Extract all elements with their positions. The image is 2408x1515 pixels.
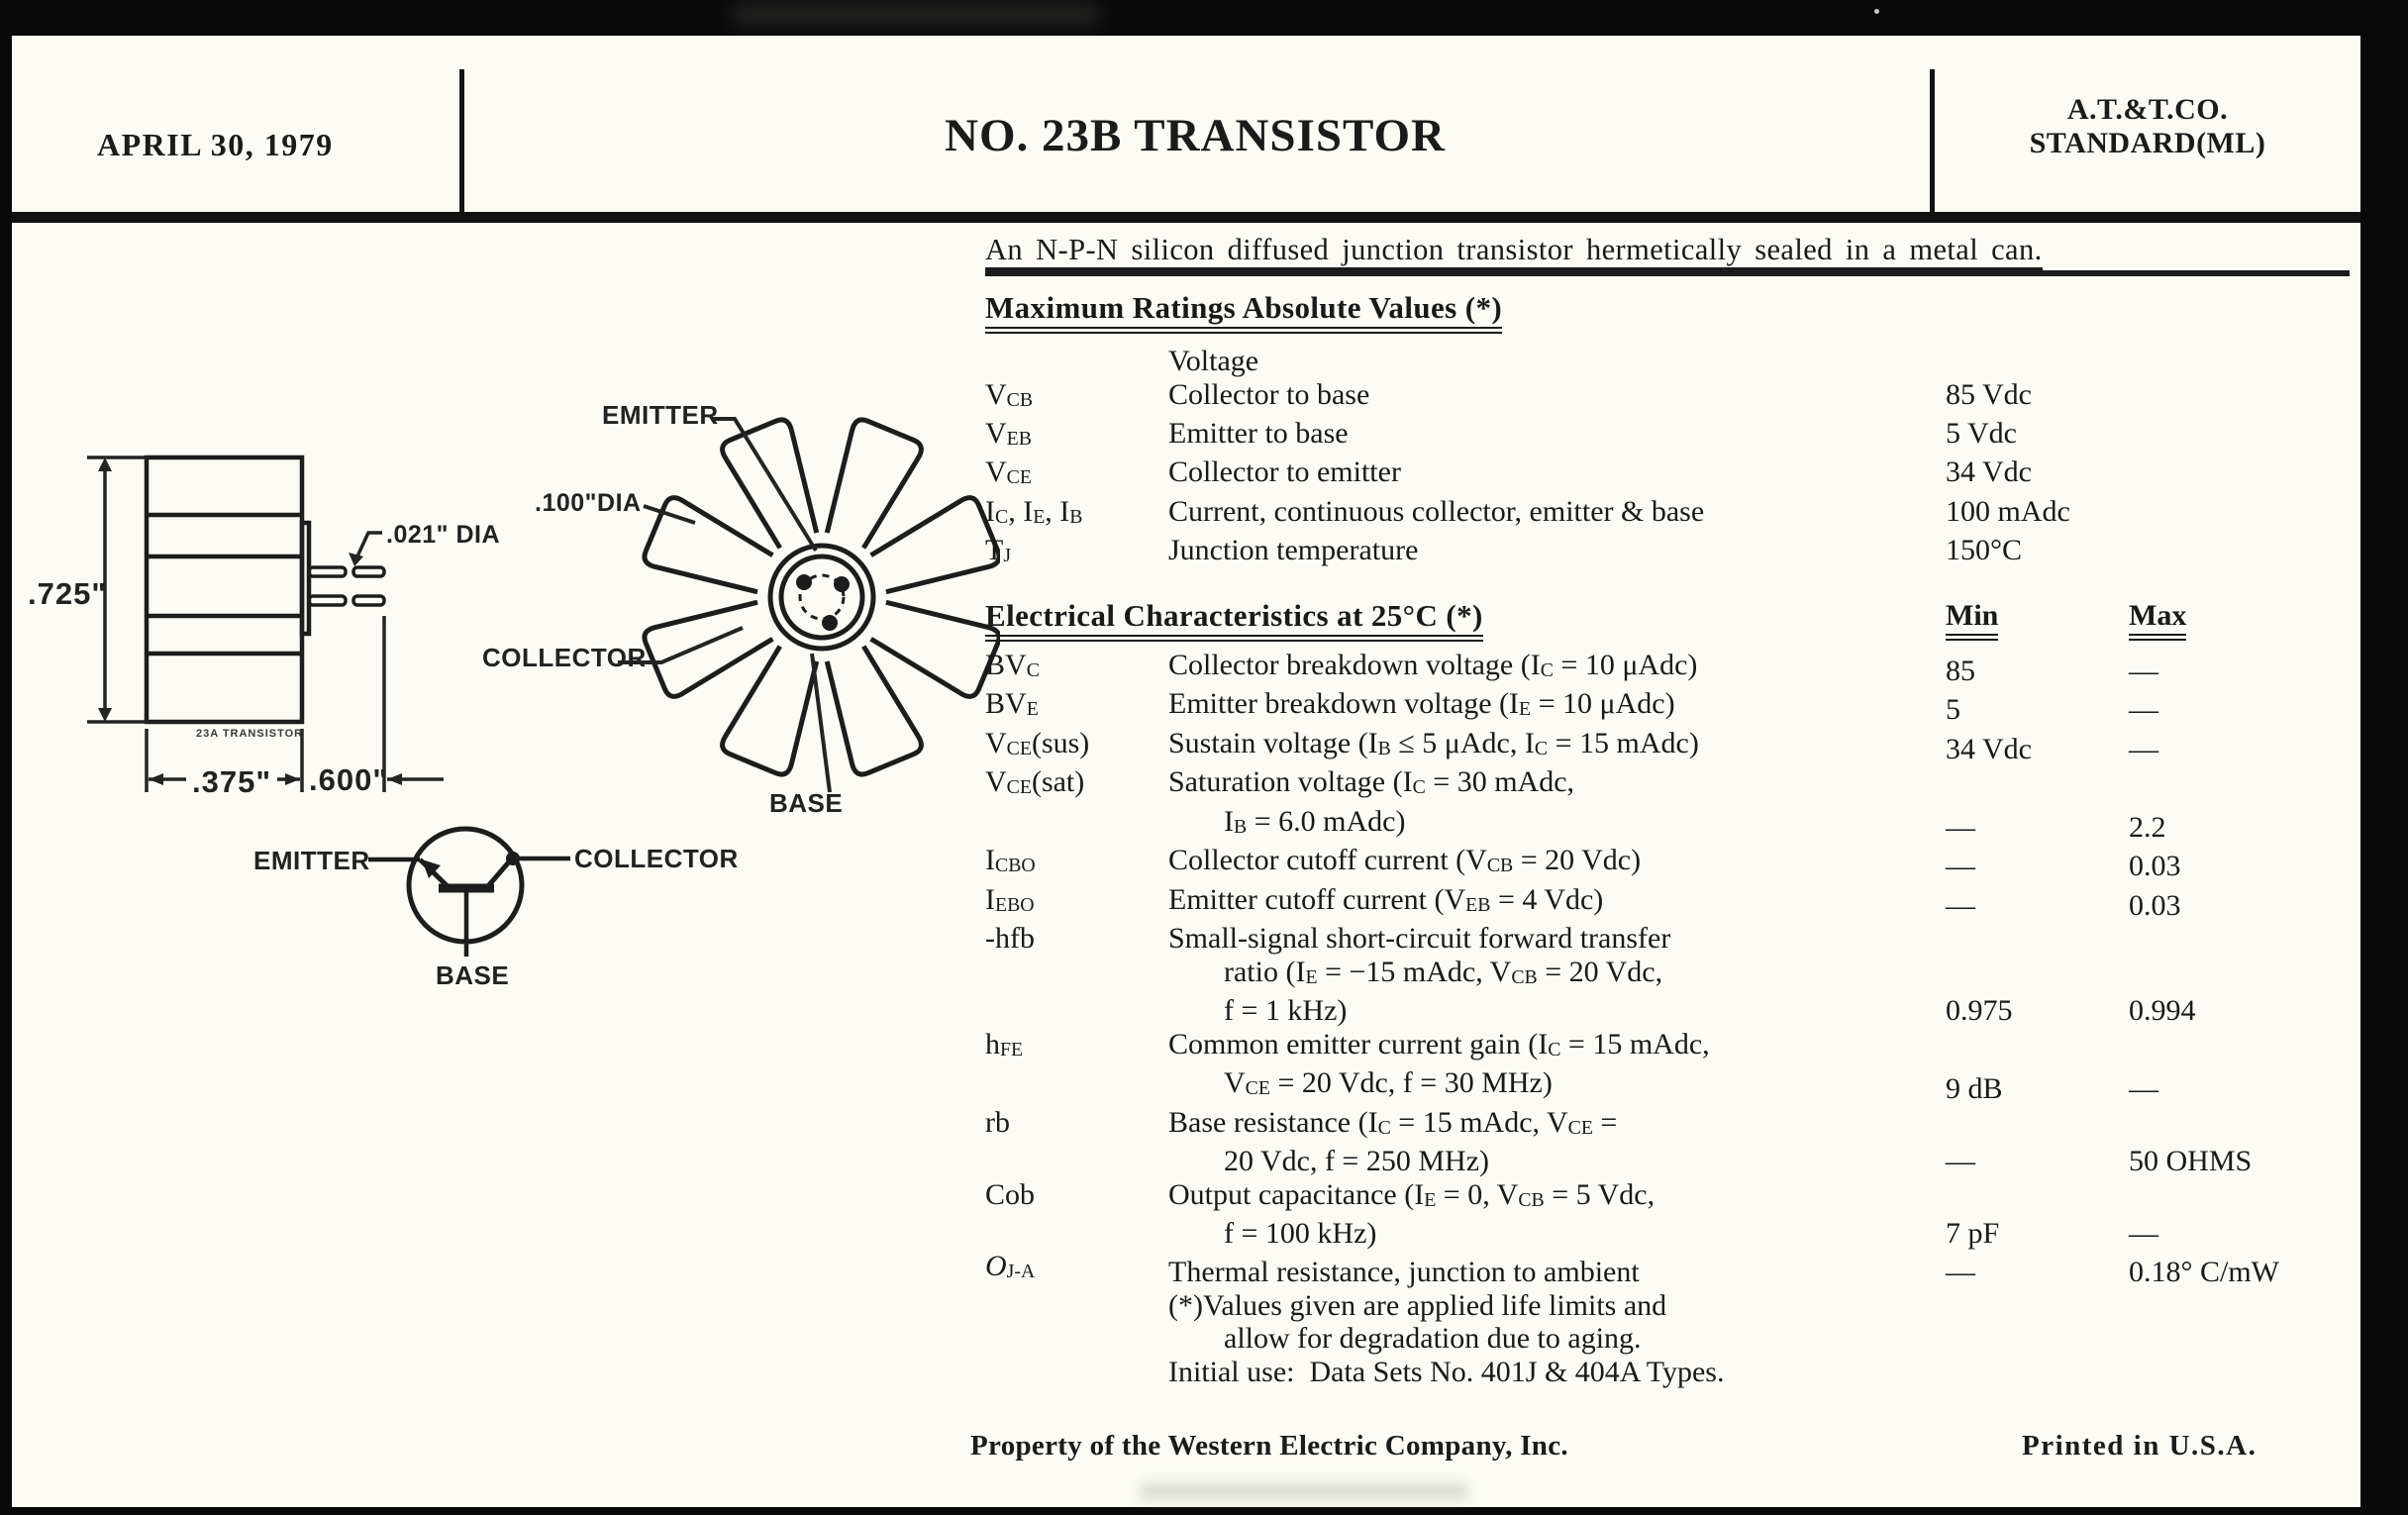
param-desc: $I_B = 6.0$ mAdc) <box>1224 804 1406 838</box>
table-row <box>985 649 2350 687</box>
scan-noise-dot <box>1874 9 1879 14</box>
param-desc: Small-signal short-circuit forward transfer <box>1168 922 1671 956</box>
rating-desc: Junction temperature <box>1168 534 1419 567</box>
datasheet-page <box>12 36 2360 1507</box>
electrical-heading: Electrical Characteristics at 25°C (*) <box>985 599 1946 642</box>
param-symbol: $BV_E$ <box>985 687 1039 721</box>
top-view-emitter-label: EMITTER <box>602 400 719 430</box>
param-min: 5 <box>1946 693 1960 727</box>
min-column-header: Min <box>1946 599 2129 642</box>
table-row <box>985 765 2350 844</box>
footnote-text: (*)Values given are applied life limits and <box>1168 1288 1667 1322</box>
symbol-emitter-label: EMITTER <box>253 846 370 875</box>
param-min: — <box>1946 888 1975 922</box>
electrical-table <box>985 649 2350 1389</box>
param-desc: Common emitter current gain ($I_C = 15$ mAdc, <box>1168 1027 1710 1060</box>
param-symbol: $BV_C$ <box>985 648 1040 681</box>
rating-value: 150°C <box>1946 534 2023 567</box>
param-desc: Emitter cutoff current ($V_{EB} = 4$ Vdc) <box>1168 882 1604 916</box>
table-row <box>985 883 2350 922</box>
param-min: — <box>1946 810 1975 844</box>
rating-value: 85 Vdc <box>1946 377 2032 411</box>
can-top-inner-circle <box>781 556 862 638</box>
param-min: 0.975 <box>1946 994 2013 1028</box>
issue-date: APRIL 30, 1979 <box>97 127 334 162</box>
header-rule <box>12 212 2360 223</box>
initial-use-row <box>985 1356 2350 1389</box>
rating-desc: Collector to base <box>1168 377 1370 411</box>
param-symbol: rb <box>985 1105 1010 1139</box>
param-desc: Base resistance ($I_C = 15$ mAdc, $V_{CE}$ = <box>1168 1105 1618 1139</box>
rating-value: 34 Vdc <box>1946 455 2032 489</box>
param-max: 50 OHMS <box>2129 1145 2253 1177</box>
param-symbol: $I_{EBO}$ <box>985 882 1035 916</box>
lead-length-label: .600" <box>309 762 389 797</box>
rating-desc: Collector to emitter <box>1168 455 1401 489</box>
max-column-header: Max <box>2129 599 2350 642</box>
param-max: — <box>2129 693 2158 727</box>
param-symbol: Cob <box>985 1177 1036 1211</box>
table-row <box>985 417 2350 455</box>
table-row <box>985 495 2350 534</box>
param-max: — <box>2129 1216 2158 1250</box>
table-row <box>985 727 2350 765</box>
param-desc: 20 Vdc, f = 250 MHz) <box>1224 1145 1489 1177</box>
table-row <box>985 1250 2350 1288</box>
param-desc: Thermal resistance, junction to ambient <box>1168 1256 1640 1289</box>
param-min: 7 pF <box>1946 1216 2000 1250</box>
param-symbol: $V_{CE}(sat)$ <box>985 765 1085 799</box>
param-symbol: $V_{CE}(sus)$ <box>985 726 1090 759</box>
symbol-base-label: BASE <box>436 960 510 990</box>
param-max: 0.03 <box>2129 850 2181 883</box>
param-max: — <box>2129 732 2158 765</box>
table-row <box>985 1178 2350 1251</box>
rating-symbol: $V_{EB}$ <box>985 416 1032 450</box>
param-min: 85 <box>1946 654 1975 687</box>
rating-symbol: $I_C$, $I_E$, $I_B$ <box>985 494 1083 528</box>
scan-noise-streak <box>733 4 1099 24</box>
page-title: NO. 23B TRANSISTOR <box>945 110 1446 161</box>
table-row <box>985 455 2350 494</box>
table-row <box>985 1106 2350 1178</box>
param-min: 34 Vdc <box>1946 732 2032 765</box>
param-desc: $V_{CE} = 20$ Vdc, f = 30 MHz) <box>1224 1066 1553 1100</box>
lead-diameter-label: .021" DIA <box>386 521 501 549</box>
param-min: 9 dB <box>1946 1072 2003 1106</box>
param-min: — <box>1946 1145 1975 1177</box>
param-desc: Output capacitance ($I_E = 0$, $V_{CB} = 5$ Vdc, <box>1168 1177 1656 1211</box>
initial-use-text: Initial use: Data Sets No. 401J & 404A Types. <box>1168 1355 1725 1388</box>
bleed-through-smudge <box>1141 1483 1467 1499</box>
param-max: 0.994 <box>2129 994 2196 1028</box>
param-desc: f = 100 kHz) <box>1224 1216 1377 1250</box>
table-row <box>985 1028 2350 1106</box>
can-outline <box>147 457 302 722</box>
param-symbol: $O_{J-A}$ <box>985 1250 1036 1283</box>
param-symbol: $I_{CBO}$ <box>985 844 1036 877</box>
side-view-group <box>147 457 384 722</box>
param-max: 0.18° C/mW <box>2129 1256 2279 1289</box>
group-label: Voltage <box>1168 345 1259 377</box>
intro-text: An N-P-N silicon diffused junction transistor hermetically sealed in a metal can. <box>985 233 2043 270</box>
organization-block <box>1935 93 2360 160</box>
org-name: A.T.&T.CO. <box>2066 93 2229 126</box>
can-marking-text: 23A TRANSISTOR <box>196 728 304 740</box>
width-dimension-label: .375" <box>186 764 277 800</box>
fin-diameter-label: .100"DIA <box>535 489 642 517</box>
rating-symbol: $V_{CE}$ <box>985 455 1032 489</box>
rating-value: 100 mAdc <box>1946 494 2070 528</box>
symbol-collector-label: COLLECTOR <box>574 844 739 873</box>
top-view-collector-label: COLLECTOR <box>482 643 647 672</box>
footnote-text: allow for degradation due to aging. <box>1224 1322 1642 1356</box>
table-row <box>985 687 2350 726</box>
rating-symbol: $T_J$ <box>985 534 1012 567</box>
can-top-outer-circle <box>770 546 873 649</box>
param-min: — <box>1946 1256 1975 1289</box>
param-desc: f = 1 kHz) <box>1224 994 1348 1028</box>
param-max: — <box>2129 1072 2158 1106</box>
spec-column <box>985 234 2350 1388</box>
param-symbol: -hfb <box>985 922 1035 956</box>
param-desc: Saturation voltage ($I_C = 30$ mAdc, <box>1168 765 1575 799</box>
height-dimension-label: .725" <box>28 576 108 611</box>
rating-desc: Emitter to base <box>1168 416 1349 450</box>
rating-desc: Current, continuous collector, emitter & base <box>1168 494 1705 528</box>
param-desc: ratio ($I_E = -15$ mAdc, $V_{CB} = 20$ Vdc, <box>1224 955 1663 988</box>
param-desc: Sustain voltage ($I_B \le 5$ μAdc, $I_C = 15$ mAdc) <box>1168 726 1699 759</box>
param-desc: Emitter breakdown voltage ($I_E = 10$ μAdc) <box>1168 687 1675 721</box>
rating-symbol: $V_{CB}$ <box>985 377 1034 411</box>
param-max: 0.03 <box>2129 888 2181 922</box>
param-desc: Collector cutoff current ($V_{CB} = 20$ Vdc) <box>1168 844 1642 877</box>
max-ratings-heading: Maximum Ratings Absolute Values (*) <box>985 291 2350 334</box>
max-ratings-table <box>985 345 2350 573</box>
table-row <box>985 844 2350 882</box>
top-view-base-label: BASE <box>769 788 844 818</box>
param-min: — <box>1946 850 1975 883</box>
table-row <box>985 922 2350 1027</box>
param-max: 2.2 <box>2129 810 2166 844</box>
property-notice: Property of the Western Electric Company, Inc. <box>970 1430 1568 1462</box>
intro-rule <box>985 270 2350 276</box>
table-row <box>985 534 2350 572</box>
org-standard: STANDARD(ML) <box>2029 127 2266 159</box>
param-desc: Collector breakdown voltage ($I_C = 10$ μAdc) <box>1168 648 1698 681</box>
footnote-row <box>985 1289 2350 1356</box>
schematic-group <box>368 829 570 957</box>
electrical-heading-row <box>985 599 2350 642</box>
table-row <box>985 345 2350 378</box>
param-symbol: $h_{FE}$ <box>985 1027 1024 1060</box>
intro-line <box>985 234 2350 265</box>
table-row <box>985 378 2350 417</box>
printed-in-usa: Printed in U.S.A. <box>2022 1430 2258 1462</box>
param-max: — <box>2129 654 2158 687</box>
rating-value: 5 Vdc <box>1946 416 2017 450</box>
dimension-lines <box>87 457 444 792</box>
